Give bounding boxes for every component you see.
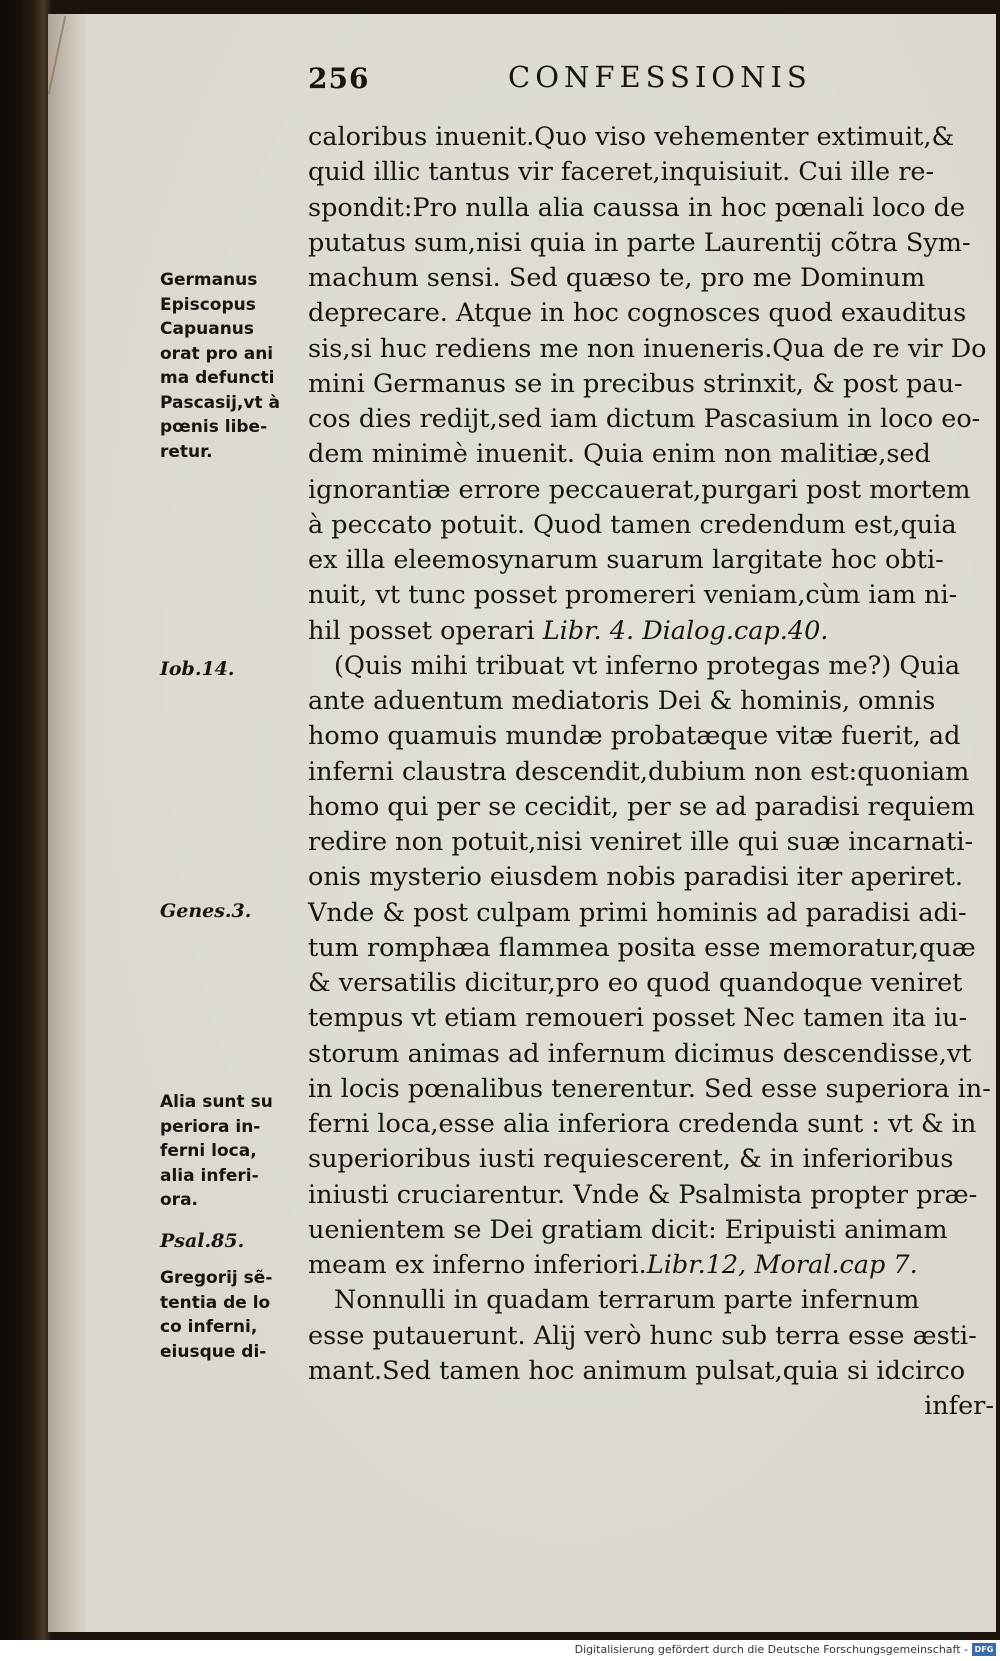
text-line: cos dies redijt,sed iam dictum Pascasium in loco eo- bbox=[308, 404, 981, 434]
text-line: tum romphæa flammea posita esse memoratur,quæ bbox=[308, 932, 976, 963]
text-line: tempus vt etiam remoueri posset Nec tamen ita iu- bbox=[308, 1003, 968, 1034]
margin-note-line: tentia de lo bbox=[160, 1292, 271, 1313]
main-text bbox=[308, 120, 994, 1424]
margin-note-line: Capuanus bbox=[160, 319, 255, 339]
margin-note-line: co inferni, bbox=[160, 1317, 258, 1337]
text-line: Vnde & post culpam primi hominis ad paradisi adi- bbox=[308, 897, 967, 928]
margin-note-gregorij bbox=[160, 1266, 308, 1364]
margin-note-line: orat pro ani bbox=[160, 343, 274, 364]
margin-note-line: ferni loca, bbox=[160, 1141, 257, 1161]
text-line bbox=[308, 1248, 994, 1283]
text-line: storum animas ad infernum dicimus descendisse,vt bbox=[308, 1038, 972, 1069]
margin-note-line: retur. bbox=[160, 441, 213, 462]
text-line: onis mysterio eiusdem nobis paradisi iter aperiret. bbox=[308, 862, 963, 893]
margin-note-line: ma defuncti bbox=[160, 368, 275, 388]
citation-dialog: Libr. 4. Dialog.cap.40. bbox=[542, 615, 829, 646]
margin-note-line: Gregorij sẽ- bbox=[160, 1268, 273, 1288]
page-number: 256 bbox=[308, 62, 370, 95]
text-line: ex illa eleemosynarum suarum largitate hoc obti- bbox=[308, 545, 944, 575]
page-crease bbox=[48, 16, 90, 94]
margin-note-line: Alia sunt su bbox=[160, 1092, 273, 1112]
text-line: ignorantiæ errore peccauerat,purgari post mortem bbox=[308, 474, 971, 505]
margin-ref-psal: Psal.85. bbox=[160, 1230, 245, 1252]
margin-ref-iob: Iob.14. bbox=[160, 658, 235, 680]
running-title: CONFESSIONIS bbox=[508, 60, 812, 94]
text-line: sis,si huc rediens me non inueneris.Qua de re vir Do bbox=[308, 333, 987, 364]
text-line: machum sensi. Sed quæso te, pro me Dominum bbox=[308, 263, 926, 293]
text-line: deprecare. Atque in hoc cognosces quod exauditus bbox=[308, 298, 967, 329]
margin-note-line: eiusque di- bbox=[160, 1341, 267, 1362]
text-line: quid illic tantus vir faceret,inquisiuit. Cui ille re- bbox=[308, 157, 935, 188]
book-page bbox=[48, 14, 996, 1632]
margin-note-alia-sunt bbox=[160, 1090, 308, 1213]
text-line-content: meam ex inferno inferiori. bbox=[308, 1250, 647, 1280]
text-line: Nonnulli in quadam terrarum parte infernum bbox=[334, 1285, 920, 1316]
text-line: caloribus inuenit.Quo viso vehementer extimuit,& bbox=[308, 122, 955, 152]
margin-note-line: pœnis libe- bbox=[160, 417, 268, 437]
text-line: dem minimè inuenit. Quia enim non malitiæ,sed bbox=[308, 439, 931, 470]
text-line: nuit, vt tunc posset promereri veniam,cùm iam ni- bbox=[308, 580, 958, 611]
footer-bar bbox=[0, 1640, 1000, 1661]
margin-note-line: Pascasij,vt à bbox=[160, 392, 280, 413]
text-line: putatus sum,nisi quia in parte Laurentij cõtra Sym- bbox=[308, 227, 971, 258]
margin-ref-genes: Genes.3. bbox=[160, 900, 252, 922]
text-line: uenientem se Dei gratiam dicit: Eripuisti animam bbox=[308, 1214, 948, 1245]
text-line: superioribus iusti requiescerent, & in inferioribus bbox=[308, 1144, 954, 1175]
digitization-credit: Digitalisierung gefördert durch die Deutsche Forschungsgemeinschaft - bbox=[574, 1643, 968, 1656]
margin-note-line: Episcopus bbox=[160, 294, 256, 315]
text-line-content: hil posset operari bbox=[308, 615, 543, 646]
margin-note-germanus bbox=[160, 268, 308, 464]
text-line: esse putauerunt. Alij verò hunc sub terra esse æsti- bbox=[308, 1320, 977, 1351]
text-line: ferni loca,esse alia inferiora credenda sunt : vt & in bbox=[308, 1109, 977, 1139]
margin-note-line: Germanus bbox=[160, 270, 258, 290]
text-line bbox=[308, 614, 994, 649]
text-line: mant.Sed tamen hoc animum pulsat,quia si idcirco bbox=[308, 1355, 966, 1386]
text-line: ante aduentum mediatoris Dei & hominis, omnis bbox=[308, 686, 936, 716]
margin-note-line: periora in- bbox=[160, 1116, 261, 1137]
text-line: mini Germanus se in precibus strinxit, & post pau- bbox=[308, 368, 963, 399]
text-line: inferni claustra descendit,dubium non est:quoniam bbox=[308, 756, 970, 787]
text-line: spondit:Pro nulla alia caussa in hoc pœnali loco de bbox=[308, 192, 966, 223]
text-line: à peccato potuit. Quod tamen credendum est,quia bbox=[308, 509, 957, 540]
margin-note-line: ora. bbox=[160, 1190, 198, 1210]
citation-moral: Libr.12, Moral.cap 7. bbox=[646, 1250, 918, 1280]
text-line: redire non potuit,nisi veniret ille qui suæ incarnati- bbox=[308, 827, 974, 857]
text-line: in locis pœnalibus tenerentur. Sed esse superiora in- bbox=[308, 1073, 991, 1104]
text-line: & versatilis dicitur,pro eo quod quandoque veniret bbox=[308, 968, 963, 998]
text-line: homo quamuis mundæ probatæque vitæ fuerit, ad bbox=[308, 721, 961, 752]
catchword: infer- bbox=[924, 1391, 994, 1421]
dfg-logo: DFG bbox=[972, 1643, 996, 1656]
text-line: iniusti cruciarentur. Vnde & Psalmista propter præ- bbox=[308, 1179, 978, 1210]
text-line: homo qui per se cecidit, per se ad paradisi requiem bbox=[308, 791, 975, 822]
text-line: (Quis mihi tribuat vt inferno protegas me?) Quia bbox=[334, 650, 961, 681]
margin-note-line: alia inferi- bbox=[160, 1165, 259, 1186]
